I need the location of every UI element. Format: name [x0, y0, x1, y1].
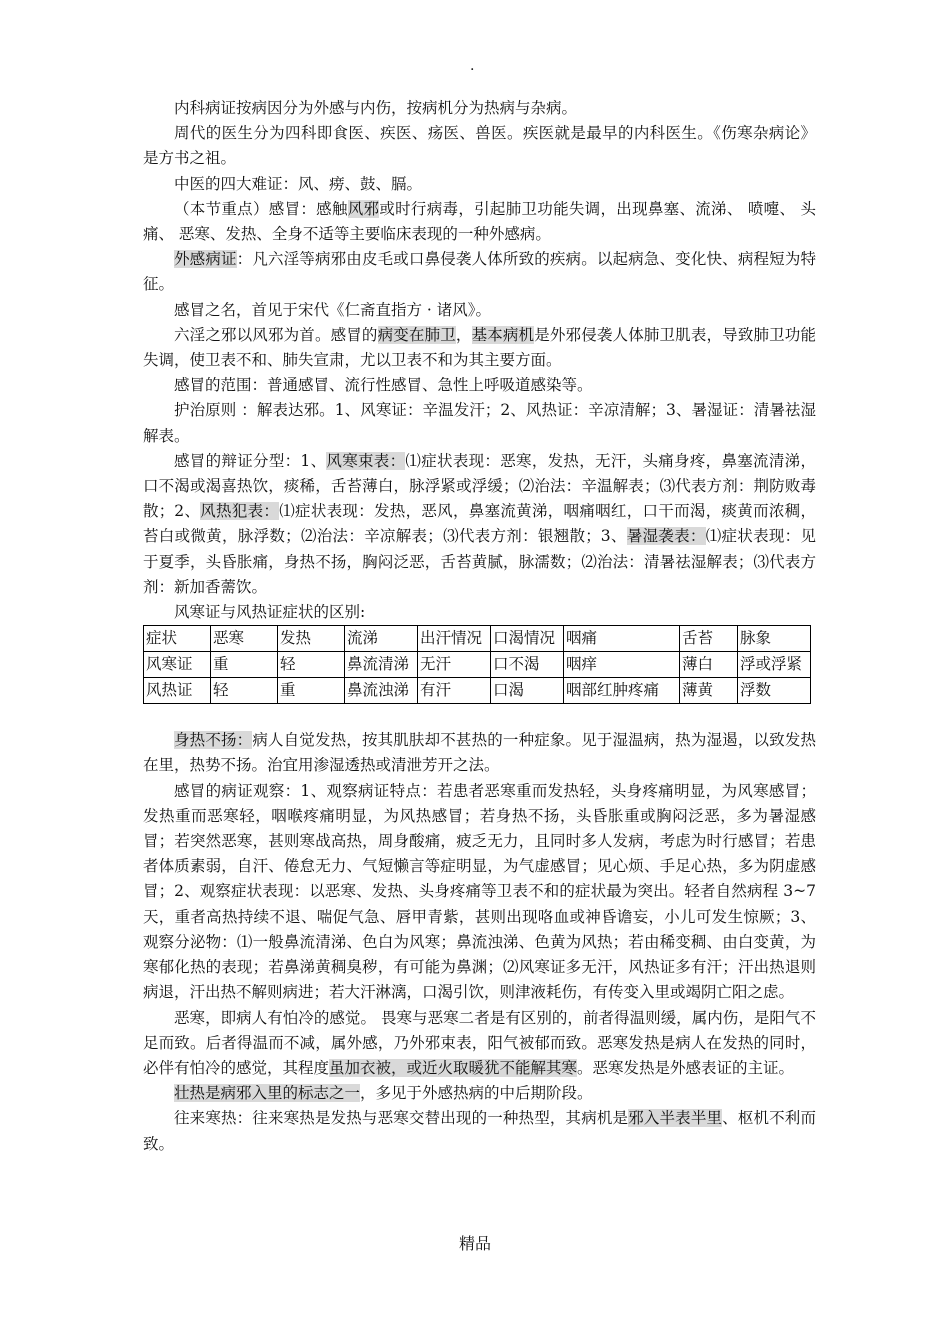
header-mark: .	[470, 58, 475, 74]
highlight: 邪入半表半里	[628, 1109, 723, 1128]
paragraph	[143, 1081, 816, 1106]
highlight: 虽加衣被，或近火取暖犹不能解其寒	[329, 1058, 578, 1077]
table-cell: 风寒证	[144, 652, 211, 678]
paragraph: 感冒的范围：普通感冒、流行性感冒、急性上呼吸道感染等。	[174, 376, 593, 395]
text: 或时行病毒，引起肺卫功能失调，出现鼻塞、流涕、 喷嚏、 头痛、 恶寒、发热、全身不适等主要临床表现的一种外感病。	[143, 199, 816, 244]
paragraph	[143, 728, 816, 778]
highlight: 暑湿袭表：	[626, 527, 706, 546]
table-cell: 薄黄	[680, 678, 738, 704]
table-cell: 口不渴	[491, 652, 564, 678]
table-cell: 薄白	[680, 652, 738, 678]
text: 感冒的辩证分型：1、	[174, 451, 327, 470]
paragraph: 中医的四大难证：风、痨、鼓、膈。	[174, 174, 423, 193]
paragraph: 感冒之名，首见于宋代《仁斋直指方 · 诸风》。	[174, 300, 492, 319]
text: 六淫之邪以风邪为首。感冒的	[174, 325, 378, 344]
table-cell: 舌苔	[680, 626, 738, 652]
text: ，	[455, 325, 472, 344]
paragraph	[143, 449, 816, 600]
table-row	[144, 626, 811, 652]
table-cell: 咽痛	[564, 626, 680, 652]
paragraph: 周代的医生分为四科即食医、疾医、疡医、兽医。疾医就是最早的内科医生。《伤寒杂病论》是方书之祖。	[143, 124, 816, 168]
table-cell: 无汗	[418, 652, 491, 678]
text: ，多见于外感热病的中后期阶段。	[360, 1084, 593, 1103]
table-cell: 轻	[278, 652, 345, 678]
text: 往来寒热：往来寒热是发热与恶寒交替出现的一种热型，其病机是	[174, 1109, 629, 1128]
table-title: 风寒证与风热证症状的区别:	[174, 603, 366, 622]
highlight: 基本病机	[471, 325, 535, 344]
table-cell: 咽部红肿疼痛	[564, 678, 680, 704]
table-cell: 浮或浮紧	[738, 652, 811, 678]
table-cell: 重	[211, 652, 278, 678]
highlight: 风邪	[347, 199, 380, 218]
table-cell: 脉象	[738, 626, 811, 652]
table-cell: 浮数	[738, 678, 811, 704]
spacer	[143, 704, 816, 728]
paragraph	[143, 247, 816, 297]
table-cell: 风热证	[144, 678, 211, 704]
table-body	[144, 626, 811, 704]
symptom-table	[143, 625, 811, 704]
paragraph	[143, 1006, 816, 1082]
text: ⑴症状表现：恶寒，发热，无汗，头痛身疼，鼻塞流清涕，口不渴或渴喜热饮，痰稀，舌苔薄白，脉浮紧或浮缓；⑵治法：辛温解表；⑶代表方剂：荆防败毒散；2、	[143, 451, 816, 521]
highlight: 病变在肺卫	[377, 325, 456, 344]
paragraph	[143, 1106, 816, 1156]
table-row	[144, 678, 811, 704]
table-cell: 有汗	[418, 678, 491, 704]
table-cell: 口渴情况	[491, 626, 564, 652]
text: 是外邪侵袭人体肺卫肌表，导致肺卫功能失调，使卫表不和、肺失宣肃，尤以卫表不和为其主要方面。	[143, 325, 816, 370]
table-cell: 轻	[211, 678, 278, 704]
table-cell: 口渴	[491, 678, 564, 704]
document-body	[143, 96, 816, 1157]
highlight: 外感病证	[174, 250, 237, 269]
table-cell: 出汗情况	[418, 626, 491, 652]
paragraph	[143, 197, 816, 247]
highlight: 壮热是病邪入里的标志之一	[174, 1084, 361, 1103]
text: ⑴症状表现：发热，恶风，鼻塞流黄涕，咽痛咽红，口干而渴，痰黄而浓稠，苔白或微黄，脉浮数；⑵治法：辛凉解表；⑶代表方剂：银翘散；3、	[143, 502, 816, 546]
paragraph: 护治原则 ：解表达邪。1、风寒证：辛温发汗；2、风热证：辛凉清解；3、暑湿证：清暑祛湿解表。	[143, 401, 816, 445]
text: ⑴症状表现：见于夏季，头昏胀痛，身热不扬，胸闷泛恶，舌苔黄腻，脉濡数；⑵治法：清暑祛湿解表；⑶代表方剂：新加香薷饮。	[143, 527, 816, 596]
highlight: 风寒束表：	[326, 451, 406, 470]
table-row	[144, 652, 811, 678]
table-cell: 流涕	[345, 626, 418, 652]
text: 、枢机不利而致。	[143, 1109, 816, 1153]
paragraph: 内科病证按病因分为外感与内伤，按病机分为热病与杂病。	[174, 99, 578, 117]
highlight: 身热不扬：	[174, 731, 253, 750]
text: 。恶寒发热是外感表证的主证。	[577, 1058, 795, 1077]
paragraph	[143, 323, 816, 373]
text: 病人自觉发热，按其肌肤却不甚热的一种症象。见于湿温病，热为湿遏，以致发热在里，热势不扬。治宜用渗湿透热或清泄芳开之法。	[143, 731, 816, 775]
paragraph: 感冒的病证观察：1、观察病证特点：若患者恶寒重而发热轻，头身疼痛明显，为风寒感冒；发热重而恶寒轻，咽喉疼痛明显，为风热感冒；若身热不扬，头昏胀重或胸闷泛恶，多为暑湿感冒；若突然恶寒，甚则寒战高热，周身酸痛，疲乏无力，且同时多人发病，考虑为时行感冒；若患者体质素弱，自汗、倦怠无力、气短懒言等症明显，为气虚感冒；见心烦、手足心热，多为阴虚感冒；2、观察症状表现：以恶寒、发热、头身疼痛等卫表不和的症状最为突出。轻者自然病程 3~7 天，重者高热持续不退、喘促气急、唇甲青紫，甚则出现咯血或神昏谵妄，小儿可发生惊厥；3、观察分泌物：⑴一般鼻流清涕、色白为风寒；鼻流浊涕、色黄为风热；若由稀变稠、由白变黄，为寒郁化热的表现；若鼻涕黄稠臭秽，有可能为鼻渊；⑵风寒证多无汗，风热证多有汗；汗出热退则病退，汗出热不解则病进；若大汗淋漓，口渴引饮，则津液耗伤，有传变入里或竭阴亡阳之虑。	[143, 781, 816, 1002]
table-cell: 发热	[278, 626, 345, 652]
table-cell: 鼻流清涕	[345, 652, 418, 678]
text: ：凡六淫等病邪由皮毛或口鼻侵袭人体所致的疾病。以起病急、变化快、病程短为特征。	[143, 250, 816, 294]
table-cell: 重	[278, 678, 345, 704]
text: （本节重点）感冒：感触	[174, 199, 348, 218]
text: 恶寒，即病人有怕冷的感觉。 畏寒与恶寒二者是有区别的，前者得温则缓，属内伤，是阳气不足而致。后者得温而不减，属外感，乃外邪束表，阳气被郁而致。恶寒发热是病人在发热的同时，必伴有怕冷的感觉，其程度	[143, 1008, 816, 1077]
footer-label: 精品	[458, 1234, 491, 1253]
table-cell: 咽痒	[564, 652, 680, 678]
highlight: 风热犯表：	[200, 502, 280, 521]
table-cell: 鼻流浊涕	[345, 678, 418, 704]
table-cell: 症状	[144, 626, 211, 652]
table-cell: 恶寒	[211, 626, 278, 652]
